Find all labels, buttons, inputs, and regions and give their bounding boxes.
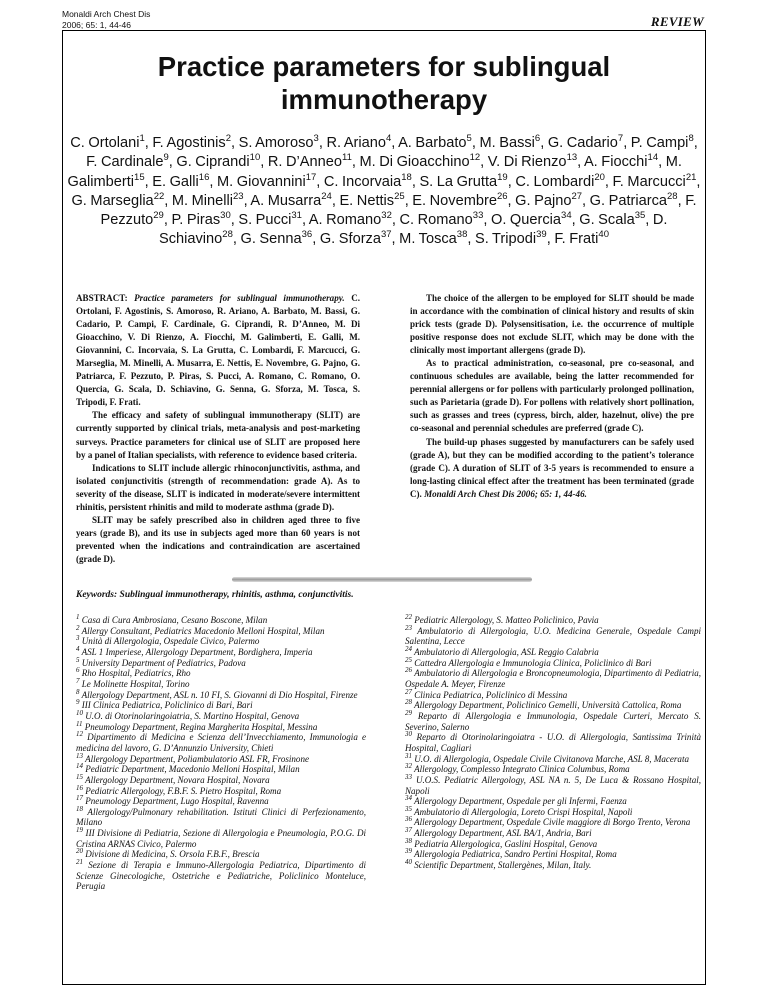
- section-divider: [232, 577, 532, 582]
- affiliation-number: 40: [405, 858, 412, 867]
- author-affiliation-number: 3: [313, 133, 319, 145]
- affiliation-item: $^4$ ASL 1 Imperiese, Allergology Department, Bordighera, Imperia: [76, 644, 313, 657]
- author-affiliation-number: 5: [466, 133, 472, 145]
- author-affiliation-number: 26: [496, 191, 508, 203]
- affiliation-item: $^{18}$ Allergology/Pulmonary rehabilitation. Istituti Clinici di Perfezionamento, Milano: [76, 804, 366, 828]
- author-name: M. Giovannini$^{17}$: [216, 171, 317, 190]
- affiliation-item: $^{21}$ Sezione di Terapia e Immuno-Allergologia Pediatrica, Dipartimento di Scienze Ginecologiche, Ostetriche e Pediatriche, Policlinico Monteluce, Perugia: [76, 858, 366, 892]
- author-name: C. Ortolani$^1$: [70, 133, 145, 151]
- affiliation-number: 34: [405, 794, 412, 803]
- abstract-paragraph: SLIT may be safely prescribed also in children aged three to five years (grade B), and its use in subjects aged more than 60 years is not prevented when the indications and contraindication are ascertained (grade D).: [76, 514, 360, 564]
- abstract-column-right: [410, 292, 694, 501]
- affiliation-number: 2: [76, 623, 80, 632]
- author-name: M. Tosca$^{38}$: [399, 229, 468, 248]
- affiliation-item: $^3$ Unità di Allergologia, Ospedale Civico, Palermo: [76, 634, 260, 647]
- author-affiliation-number: 28: [667, 191, 678, 203]
- affiliation-number: 3: [76, 634, 80, 643]
- author-name: O. Quercia$^{34}$: [490, 210, 572, 229]
- affiliations-right: [405, 612, 701, 871]
- author-name: S. La Grutta$^{19}$: [419, 171, 508, 190]
- author-name: G. Cadario$^7$: [547, 133, 624, 151]
- affiliation-item: $^{13}$ Allergology Department, Poliambulatorio ASL FR, Frosinone: [76, 751, 309, 764]
- affiliation-number: 30: [405, 730, 412, 739]
- affiliation-number: 22: [405, 612, 412, 621]
- author-affiliation-number: 19: [497, 171, 508, 183]
- affiliation-number: 39: [405, 847, 412, 856]
- author-name: R. Ariano$^4$: [326, 133, 392, 151]
- author-affiliation-number: 15: [134, 171, 145, 183]
- affiliation-number: 14: [76, 762, 83, 771]
- affiliation-item: $^{26}$ Ambulatorio di Allergologia e Broncopneumologia, Dipartimento di Pediatria, Ospedale A. Meyer, Firenze: [405, 666, 701, 689]
- abstract-column-left: [76, 292, 360, 566]
- affiliation-item: $^{19}$ III Divisione di Pediatria, Sezione di Allergologia e Pneumologia, P.O.G. Di Cristina ARNAS Civico, Palermo: [76, 826, 366, 849]
- author-affiliation-number: 18: [401, 171, 412, 183]
- author-name: F. Frati$^{40}$: [554, 229, 609, 248]
- affiliation-item: $^{29}$ Reparto di Allergologia e Immunologia, Ospedale Curteri, Mercato S. Severino, Salerno: [405, 708, 701, 732]
- author-affiliation-number: 39: [536, 229, 547, 241]
- author-affiliation-number: 7: [617, 133, 624, 145]
- author-affiliation-number: 32: [381, 210, 392, 222]
- author-name: S. Pucci$^{31}$: [238, 210, 302, 229]
- author-affiliation-number: 29: [153, 210, 164, 222]
- author-name: P. Campi$^8$: [630, 133, 694, 151]
- author-affiliation-number: 38: [456, 229, 468, 241]
- abstract-label: ABSTRACT:: [76, 293, 128, 303]
- keywords: Keywords: Sublingual immunotherapy, rhinitis, asthma, conjunctivitis.: [76, 590, 354, 600]
- affiliation-item: $^{37}$ Allergology Department, ASL BA/1, Andria, Bari: [405, 826, 592, 839]
- affiliation-item: $^9$ III Clinica Pediatrica, Policlinico di Bari, Bari: [76, 698, 253, 711]
- author-affiliation-number: 13: [566, 152, 578, 164]
- affiliation-number: 5: [76, 655, 80, 664]
- author-name: E. Novembre$^{26}$: [412, 191, 508, 209]
- affiliation-item: $^{22}$ Pediatric Allergology, S. Matteo Policlinico, Pavia: [405, 612, 599, 625]
- affiliation-item: $^5$ University Department of Pediatrics, Padova: [76, 655, 246, 668]
- affiliation-item: $^6$ Rho Hospital, Pediatrics, Rho: [76, 666, 191, 679]
- author-name: A. Musarra$^{24}$: [250, 191, 332, 209]
- journal-volume: 2006; 65: 1, 44-46: [62, 20, 132, 30]
- affiliation-number: 11: [76, 719, 83, 728]
- author-affiliation-number: 28: [222, 229, 233, 241]
- affiliation-number: 23: [405, 623, 412, 632]
- affiliation-number: 8: [76, 687, 80, 696]
- affiliation-number: 9: [76, 698, 80, 707]
- author-name: M. Bassi$^6$: [479, 133, 541, 151]
- author-affiliation-number: 22: [153, 191, 165, 203]
- author-affiliation-number: 17: [305, 171, 317, 183]
- author-affiliation-number: 35: [634, 210, 646, 222]
- affiliation-item: $^8$ Allergology Department, ASL n. 10 FI, S. Giovanni di Dio Hospital, Firenze: [76, 687, 358, 700]
- affiliation-number: 37: [405, 826, 412, 835]
- author-name: M. Galimberti$^{15}$: [67, 154, 682, 190]
- author-name: F. Marcucci$^{21}$: [612, 171, 697, 190]
- abstract-paragraph: The choice of the allergen to be employed for SLIT should be made in accordance with the combination of clinical history and results of skin prick tests (grade D). Polysensitisation, i.e. the occurrence of multiple positive response does not exclude SLIT, which may be done with the clinically most important allergens (grade D).: [410, 293, 694, 356]
- affiliation-number: 19: [76, 826, 83, 835]
- author-name: G. Marseglia$^{22}$: [71, 191, 165, 209]
- affiliation-item: $^7$ Le Molinette Hospital, Torino: [76, 676, 190, 689]
- author-affiliation-number: 2: [225, 133, 231, 145]
- affiliation-number: 20: [76, 847, 83, 856]
- affiliation-number: 6: [76, 666, 80, 675]
- author-affiliation-number: 4: [385, 133, 392, 145]
- author-affiliation-number: 1: [139, 133, 145, 145]
- author-name: F. Pezzuto$^{29}$: [100, 192, 697, 229]
- author-affiliation-number: 23: [233, 191, 244, 203]
- affiliation-item: $^{28}$ Allergology Department, Policlinico Gemelli, Università Cattolica, Roma: [405, 698, 682, 711]
- affiliation-number: 13: [76, 751, 83, 760]
- affiliation-item: $^{32}$ Allergology, Complesso Integrato Clinica Columbus, Roma: [405, 762, 630, 775]
- author-affiliation-number: 6: [534, 133, 541, 145]
- author-name: M. Di Gioacchino$^{12}$: [359, 152, 481, 171]
- abstract-head: [76, 292, 360, 409]
- author-affiliation-number: 34: [561, 210, 572, 222]
- affiliation-number: 7: [76, 676, 80, 685]
- author-name: G. Patriarca$^{28}$: [589, 191, 678, 209]
- title-line-2: immunotherapy: [280, 84, 488, 115]
- affiliation-item: $^1$ Casa di Cura Ambrosiana, Cesano Boscone, Milan: [76, 612, 268, 625]
- author-name: G. Ciprandi$^{10}$: [176, 152, 261, 171]
- affiliation-item: $^{11}$ Pneumology Department, Regina Margherita Hospital, Messina: [76, 719, 318, 732]
- author-affiliation-number: 21: [685, 171, 697, 183]
- author-affiliation-number: 40: [598, 229, 609, 241]
- author-affiliation-number: 20: [594, 171, 605, 183]
- author-affiliation-number: 12: [469, 152, 481, 164]
- author-affiliation-number: 33: [472, 210, 484, 222]
- affiliation-number: 12: [76, 730, 83, 739]
- article-title: [62, 50, 706, 116]
- title-line-1: Practice parameters for sublingual: [157, 51, 611, 82]
- author-name: P. Piras$^{30}$: [171, 210, 231, 229]
- affiliation-number: 21: [76, 858, 83, 867]
- affiliation-item: $^{10}$ U.O. di Otorinolaringoiatria, S. Martino Hospital, Genova: [76, 708, 300, 721]
- abstract-paragraph: Indications to SLIT include allergic rhinoconjunctivitis, asthma, and isolated conjunctivitis (strength of recommendation: grade A). As to severity of the disease, SLIT is indicated in moderate/severe intermittent rhinitis, persistent rhinitis and mild to moderate asthma (grade D).: [76, 462, 360, 512]
- affiliation-number: 27: [405, 687, 412, 696]
- author-name: R. D’Anneo$^{11}$: [267, 152, 352, 171]
- section-label: REVIEW: [650, 14, 704, 29]
- author-affiliation-number: 25: [394, 191, 405, 203]
- abstract-paragraph: As to practical administration, co-seasonal, pre co-seasonal, and continuous schedules are available, being the latter recommended for perennial allergens or for pollens with particularly prolonged pollination, such as Parietaria (grade D). For pollens with relatively short pollination, such as grasses and trees (cypress, birch, alder, hazelnut, olive) the pre co-seasonal and perennial schedules are preferred (grade C).: [410, 358, 694, 434]
- affiliations-left: [76, 612, 366, 892]
- affiliation-item: $^{27}$ Clinica Pediatrica, Policlinico di Messina: [405, 687, 568, 700]
- abstract-paragraph: The efficacy and safety of sublingual immunotherapy (SLIT) are currently supported by clinical trials, meta-analysis and post-marketing surveys. Practice parameters for clinical use of SLIT are proposed here by a panel of Italian specialists, with reference to evidence based criteria.: [76, 410, 360, 460]
- affiliation-item: $^{24}$ Ambulatorio di Allergologia, ASL Reggio Calabria: [405, 644, 599, 657]
- author-name: M. Minelli$^{23}$: [171, 191, 244, 209]
- affiliation-number: 16: [76, 783, 83, 792]
- affiliation-number: 26: [405, 666, 412, 675]
- author-name: F. Cardinale$^9$: [86, 152, 169, 171]
- author-affiliation-number: 11: [341, 152, 352, 164]
- affiliation-number: 36: [405, 815, 412, 824]
- author-name: D. Schiavino$^{28}$: [159, 212, 668, 248]
- affiliation-item: $^{35}$ Ambulatorio di Allergologia, Loreto Crispi Hospital, Napoli: [405, 804, 633, 817]
- affiliation-item: $^{15}$ Allergology Department, Novara Hospital, Novara: [76, 772, 270, 785]
- affiliation-number: 35: [405, 804, 412, 813]
- affiliation-item: $^{40}$ Scientific Department, Stallergènes, Milan, Italy.: [405, 858, 592, 871]
- affiliation-item: $^{23}$ Ambulatorio di Allergologia, U.O. Medicina Generale, Ospedale Campi Salentina, Lecce: [405, 623, 701, 647]
- affiliation-number: 15: [76, 772, 83, 781]
- affiliation-number: 31: [405, 751, 412, 760]
- author-name: C. Romano$^{33}$: [399, 210, 484, 229]
- author-affiliation-number: 9: [163, 152, 169, 164]
- affiliation-item: $^{25}$ Cattedra Allergologia e Immunologia Clinica, Policlinico di Bari: [405, 655, 652, 668]
- author-name: S. Tripodi$^{39}$: [474, 229, 547, 248]
- abstract-paragraph-last: [410, 436, 694, 501]
- author-affiliation-number: 8: [688, 133, 694, 145]
- affiliation-item: $^{14}$ Pediatric Department, Macedonio Melloni Hospital, Milan: [76, 762, 300, 775]
- journal-citation: [62, 9, 150, 31]
- author-affiliation-number: 10: [249, 152, 261, 164]
- affiliation-item: $^{34}$ Allergology Department, Ospedale per gli Infermi, Faenza: [405, 794, 627, 807]
- author-name: G. Sforza$^{37}$: [319, 229, 392, 248]
- author-name: E. Nettis$^{25}$: [339, 191, 405, 209]
- author-name: A. Barbato$^5$: [398, 133, 472, 151]
- affiliation-number: 29: [405, 708, 412, 717]
- affiliation-item: $^{30}$ Reparto di Otorinolaringoiatra - U.O. di Allergologia, Santissima Trinità Hospital, Cagliari: [405, 730, 701, 753]
- author-affiliation-number: 16: [198, 171, 210, 183]
- abstract-byline: C. Ortolani, F. Agostinis, S. Amoroso, R. Ariano, A. Barbato, M. Bassi, G. Cadario, P. Campi, F. Cardinale, G. Ciprandi, R. D’Anneo, M. Di Gioacchino, V. Di Rienzo, A. Fiocchi, M. Galimberti, E. Galli, M. Giovannini, C. Incorvaia, S. La Grutta, C. Lombardi, F. Marcucci, G. Marseglia, M. Minelli, A. Musarra, E. Nettis, E. Novembre, G. Pajno, G. Patriarca, F. Pezzuto, P. Piras, S. Pucci, A. Romano, C. Romano, O. Quercia, G. Scala, D. Schiavino, G. Senna, G. Sforza, M. Tosca, S. Tripodi, F. Frati.: [76, 293, 361, 408]
- author-affiliation-number: 30: [220, 210, 231, 222]
- affiliation-item: $^{16}$ Pediatric Allergology, F.B.F. S. Pietro Hospital, Roma: [76, 783, 282, 796]
- author-name: V. Di Rienzo$^{13}$: [487, 152, 578, 171]
- author-name: F. Agostinis$^2$: [152, 133, 231, 151]
- affiliation-item: $^{17}$ Pneumology Department, Lugo Hospital, Ravenna: [76, 794, 269, 807]
- affiliation-item: $^{20}$ Divisione di Medicina, S. Orsola F.B.F., Brescia: [76, 847, 260, 860]
- abstract-paragraph-text: The build-up phases suggested by manufacturers can be safely used (grade A), but they can be modified according to the patient’s tolerance (grade C). A duration of SLIT of 3-5 years is recommended to ensure a long-lasting clinical effect after the treatment has been terminated (grade C).: [410, 436, 694, 499]
- author-name: A. Romano$^{32}$: [308, 210, 392, 229]
- affiliation-number: 10: [76, 708, 83, 717]
- affiliation-item: $^{36}$ Allergology Department, Ospedale Civile maggiore di Borgo Trento, Verona: [405, 815, 691, 828]
- author-affiliation-number: 36: [301, 229, 313, 241]
- affiliation-number: 28: [405, 698, 412, 707]
- affiliation-number: 24: [405, 644, 412, 653]
- affiliation-number: 38: [405, 836, 412, 845]
- author-affiliation-number: 24: [321, 191, 332, 203]
- abstract-title: Practice parameters for sublingual immunotherapy.: [134, 293, 345, 303]
- affiliation-number: 1: [76, 612, 80, 621]
- author-affiliation-number: 31: [291, 210, 302, 222]
- affiliation-number: 33: [405, 772, 412, 781]
- affiliation-number: 25: [405, 655, 412, 664]
- author-name: C. Incorvaia$^{18}$: [323, 171, 412, 190]
- affiliation-number: 17: [76, 794, 83, 803]
- affiliation-number: 32: [405, 762, 412, 771]
- affiliation-item: $^{39}$ Allergologia Pediatrica, Sandro Pertini Hospital, Roma: [405, 847, 617, 860]
- author-name: S. Amoroso$^3$: [238, 133, 319, 151]
- author-name: A. Fiocchi$^{14}$: [583, 152, 659, 171]
- affiliation-item: $^{31}$ U.O. di Allergologia, Ospedale Civile Civitanova Marche, ASL 8, Macerata: [405, 751, 689, 764]
- author-list: C. Ortolani$^1$, F. Agostinis$^2$, S. Amoroso$^3$, R. Ariano$^4$, A. Barbato$^5$, M. Bassi$^6$, G. Cadario$^7$, P. Campi$^8$, F. Cardinale$^9$, G. Ciprandi$^{10}$, R. D’Anneo$^{11}$, M. Di Gioacchino$^{12}$, V. Di Rienzo$^{13}$, A. Fiocchi$^{14}$, M. Galimberti$^{15}$, E. Galli$^{16}$, M. Giovannini$^{17}$, C. Incorvaia$^{18}$, S. La Grutta$^{19}$, C. Lombardi$^{20}$, F. Marcucci$^{21}$, G. Marseglia$^{22}$, M. Minelli$^{23}$, A. Musarra$^{24}$, E. Nettis$^{25}$, E. Novembre$^{26}$, G. Pajno$^{27}$, G. Patriarca$^{28}$, F. Pezzuto$^{29}$, P. Piras$^{30}$, S. Pucci$^{31}$, A. Romano$^{32}$, C. Romano$^{33}$, O. Quercia$^{34}$, G. Scala$^{35}$, D. Schiavino$^{28}$, G. Senna$^{36}$, G. Sforza$^{37}$, M. Tosca$^{38}$, S. Tripodi$^{39}$, F. Frati$^{40}$: [67, 133, 701, 248]
- author-affiliation-number: 27: [571, 191, 583, 203]
- affiliation-item: $^{38}$ Pediatria Allergologica, Gaslini Hospital, Genova: [405, 836, 598, 849]
- author-name: C. Lombardi$^{20}$: [515, 171, 605, 190]
- author-name: E. Galli$^{16}$: [152, 171, 210, 190]
- author-name: G. Scala$^{35}$: [579, 210, 646, 229]
- author-name: G. Senna$^{36}$: [240, 229, 313, 248]
- affiliation-number: 18: [76, 804, 83, 813]
- author-affiliation-number: 14: [647, 152, 659, 164]
- author-name: G. Pajno$^{27}$: [515, 191, 583, 209]
- affiliation-item: $^{33}$ U.O.S. Pediatric Allergology, ASL NA n. 5, De Luca & Rossano Hospital, Napoli: [405, 772, 701, 796]
- abstract-citation: Monaldi Arch Chest Dis 2006; 65: 1, 44-46.: [424, 488, 587, 499]
- author-affiliation-number: 37: [380, 229, 392, 241]
- journal-name: Monaldi Arch Chest Dis: [62, 9, 151, 19]
- affiliation-number: 4: [76, 644, 80, 653]
- affiliation-item: $^{12}$ Dipartimento di Medicina e Scienza dell’Invecchiamento, Immunologia e medicina del lavoro, G. D’Annunzio University, Chieti: [76, 730, 366, 753]
- affiliation-item: $^2$ Allergy Consultant, Pediatrics Macedonio Melloni Hospital, Milan: [76, 623, 325, 636]
